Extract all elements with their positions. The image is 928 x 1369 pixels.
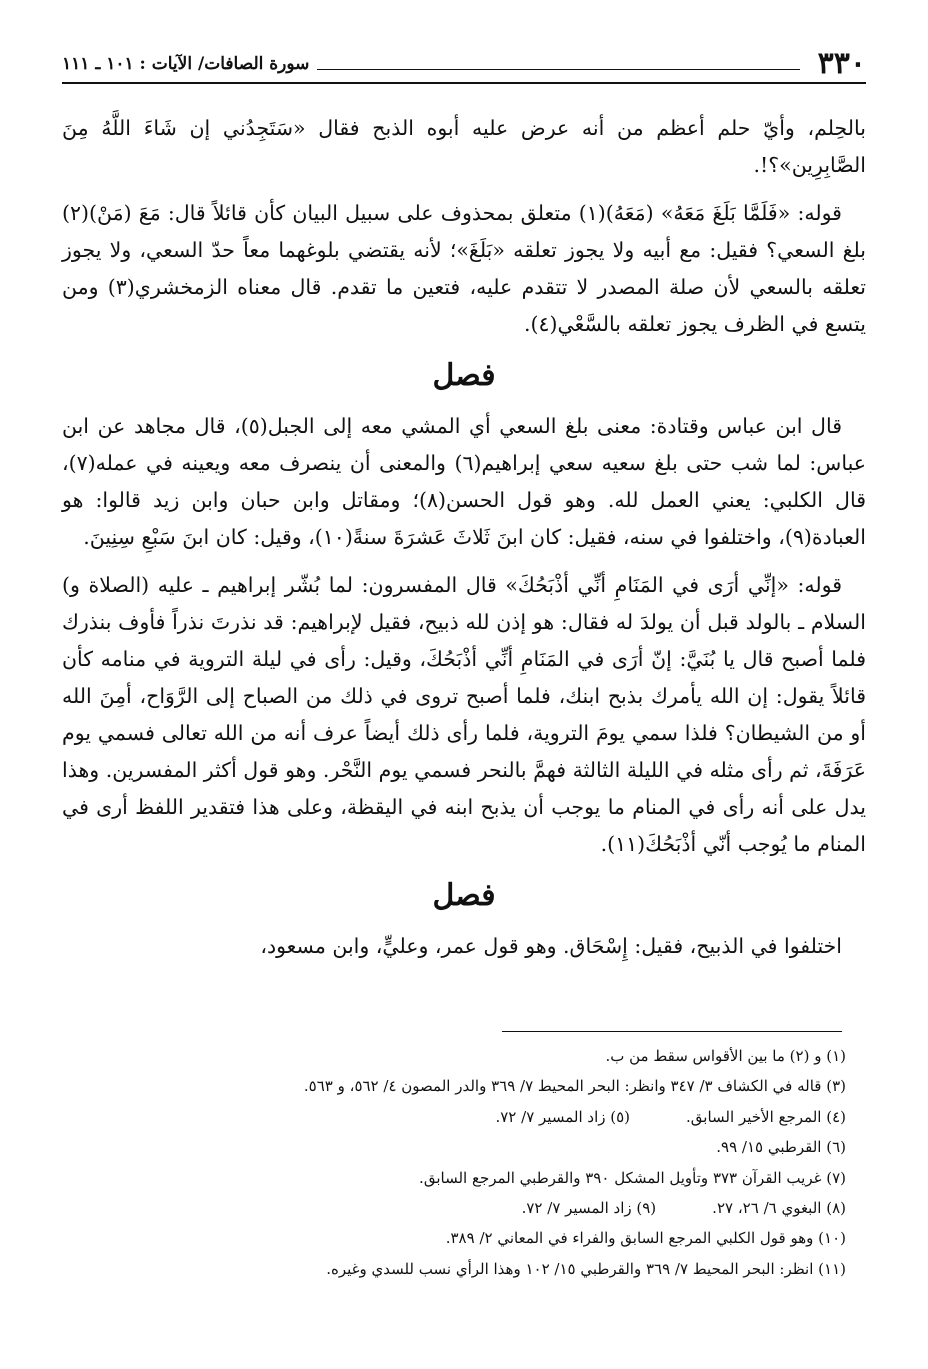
footnote: (١٠) وهو قول الكلبي المرجع السابق والفراء في المعاني ٢/ ٣٨٩. [445,1229,846,1248]
section-heading: فصل [432,358,496,393]
page-number: ٣٣٠ [817,46,866,81]
paragraph: اختلفوا في الذبيح، فقيل: إِسْحَاق. وهو قول عمر، وعليٍّ، وابن مسعود، [260,934,842,958]
footnote: (١١) انظر: البحر المحيط ٧/ ٣٦٩ والقرطبي ١٥/ ١٠٢ وهذا الرأي نسب للسدي وغيره. [326,1259,846,1278]
running-title: سورة الصافات/ الآيات : ١٠١ ـ ١١١ [62,54,310,74]
paragraph: قوله: «إنِّي أرَى في المَنَامِ أنِّي أذْبَحُكَ» قال المفسرون: لما بُشّر إبراهيم ـ عليه (الصلاة و) السلام ـ بالولد قبل أن يولدَ له فقال: هو إذن لله ذبيح، فقيل لإبراهيم: قد نذرتَ نذراً فأوف بنذرك فلما أصبح قال يا بُنَيَّ: إنّ أرَى في المَنَامِ أنِّي أذْبَحُكَ، وقيل: رأى في ليلة التروية في منامه كأن قائلاً يقول: إن الله يأمرك بذبح ابنك، فلما أصبح تروى في ذلك من الصباح إلى الرَّوَاح، أمِنَ الله أو من الشيطان؟ فلذا سمي يومَ التروية، فلما رأى ذلك أيضاً عرف أنه من الله تعالى فسمي يوم عَرَفَةَ، ثم رأى مثله في الليلة الثالثة فهمَّ بالنحر فسمي يوم النَّحْر. وهو قول أكثر المفسرين. وهذا يدل على أنه رأى في المنام ما يوجب أن يذبح ابنه في اليقظة، وعلى هذا فتقدير اللفظ أرى في المنام ما يُوجب أنّي أذْبَحُكَ(١١). [62,573,866,856]
footnote: (٣) قاله في الكشاف ٣/ ٣٤٧ وانظر: البحر المحيط ٧/ ٣٦٩ والدر المصون ٤/ ٥٦٢، و ٥٦٣. [303,1077,846,1096]
paragraph: بالحِلم، وأيّ حلم أعظم من أنه عرض عليه أبوه الذبح فقال «سَتَجِدُني إن شَاءَ اللَّهُ مِنَ الصَّابِرِين»؟!. [62,116,866,177]
footnote-separator [502,1031,842,1032]
footnote: (٧) غريب القرآن ٣٧٣ وتأويل المشكل ٣٩٠ والقرطبي المرجع السابق. [419,1168,846,1187]
footnote: (٥) زاد المسير ٧/ ٧٢. [495,1107,631,1126]
footnote: (٩) زاد المسير ٧/ ٧٢. [521,1199,657,1218]
footnote: (١) و (٢) ما بين الأقواس سقط من ب. [605,1047,846,1065]
paragraph: قال ابن عباس وقتادة: معنى بلغ السعي أي المشي معه إلى الجبل(٥)، قال مجاهد عن ابن عباس: لما شب حتى بلغ سعيه سعي إبراهيم(٦) والمعنى أن ينصرف معه ويعينه في عمله(٧)، قال الكلبي: يعني العمل لله. وهو قول الحسن(٨)؛ ومقاتل وابن حبان وابن زيد قالوا: هو العبادة(٩)، واختلفوا في سنه، فقيل: كان ابنَ ثَلاثَ عَشرَةَ سنةً(١٠)، وقيل: كان ابنَ سَبْعِ سِنِينَ. [62,414,867,549]
paragraph: قوله: «فَلَمَّا بَلَغَ مَعَهُ» (مَعَهُ)(١) متعلق بمحذوف على سبيل البيان كأن قائلاً قال: مَعَ (مَنْ)(٢) بلغ السعي؟ فقيل: مع أبيه ولا يجوز تعلقه «بَلَغَ»؛ لأنه يقتضي بلوغهما معاً حدّ السعي، ولا يجوز تعلقه بالسعي لأن صلة المصدر لا تتقدم عليه، فتعين ما تقدم. قال معناه الزمخشري(٣) ومن يتسع في الظرف يجوز تعلقه بالسَّعْي(٤). [62,201,867,336]
main-text [62,110,866,976]
section-heading: فصل [432,878,496,913]
footnote: (٦) القرطبي ١٥/ ٩٩. [716,1138,846,1157]
running-header [62,38,866,84]
footnote: (٤) المرجع الأخير السابق. [686,1107,846,1126]
header-rule [317,69,799,70]
footnotes [62,1041,846,1284]
footnote: (٨) البغوي ٦/ ٢٦، ٢٧. [712,1199,846,1218]
